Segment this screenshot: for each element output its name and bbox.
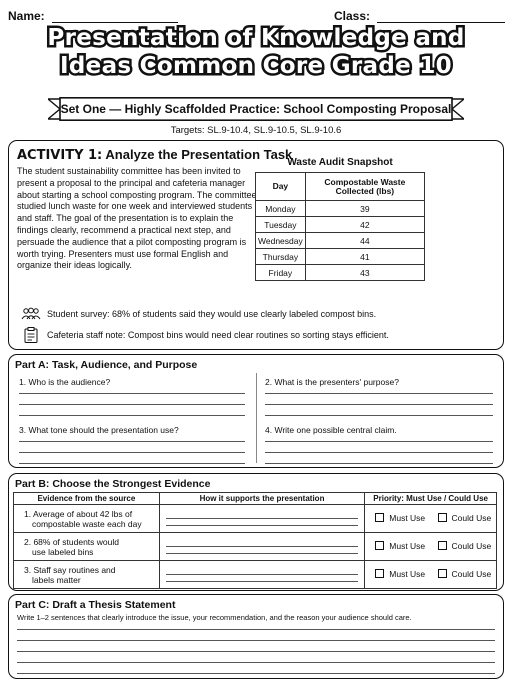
value-cell: 39 bbox=[305, 201, 424, 217]
must-use-label: Must Use bbox=[389, 568, 426, 579]
must-use-label: Must Use bbox=[389, 540, 426, 551]
day-cell: Wednesday bbox=[256, 233, 306, 249]
question-4: 4. Write one possible central claim. bbox=[265, 425, 397, 435]
evidence-cell bbox=[14, 533, 160, 561]
table-row bbox=[14, 561, 497, 589]
priority-cell bbox=[365, 533, 497, 561]
evidence-cell bbox=[14, 505, 160, 533]
part-a-title: Part A: Task, Audience, and Purpose bbox=[15, 359, 198, 371]
survey-note bbox=[21, 307, 376, 321]
part-a-box bbox=[8, 354, 504, 468]
could-use-checkbox[interactable] bbox=[438, 569, 492, 579]
could-use-label: Could Use bbox=[451, 568, 492, 579]
answer-lines-4[interactable] bbox=[265, 431, 493, 464]
table-row bbox=[256, 249, 425, 265]
activity-1-passage: The student sustainability committee has been invited to present a proposal to the principal and cafeteria manager about starting a school composting program. The committee studied lunch waste for one week and interviewed students and staff. The goal of the presentation is to explain the findings clearly, recommend a practical next step, and persuade the audience that a pilot composting program is worth trying. Presenters must use formal English and organize their ideas logically. bbox=[17, 166, 257, 271]
evidence-header-priority: Priority: Must Use / Could Use bbox=[365, 493, 497, 505]
evidence-line: 1. Average of about 42 lbs of bbox=[24, 508, 133, 519]
waste-header-day: Day bbox=[256, 173, 306, 201]
table-row bbox=[256, 217, 425, 233]
evidence-line: 3. Staff say routines and bbox=[24, 564, 116, 575]
set-banner bbox=[48, 97, 464, 121]
part-c-title: Part C: Draft a Thesis Statement bbox=[15, 599, 176, 611]
name-line[interactable] bbox=[52, 11, 178, 23]
support-cell[interactable] bbox=[159, 533, 365, 561]
part-c-box bbox=[8, 594, 504, 679]
must-use-checkbox[interactable] bbox=[375, 513, 425, 523]
evidence-line: labels matter bbox=[32, 574, 81, 585]
could-use-checkbox[interactable] bbox=[438, 513, 492, 523]
class-field[interactable] bbox=[334, 9, 505, 23]
must-use-checkbox[interactable] bbox=[375, 541, 425, 551]
could-use-label: Could Use bbox=[451, 512, 492, 523]
evidence-header-support: How it supports the presentation bbox=[159, 493, 365, 505]
could-use-label: Could Use bbox=[451, 540, 492, 551]
class-line[interactable] bbox=[377, 11, 505, 23]
part-b-title: Part B: Choose the Strongest Evidence bbox=[15, 478, 211, 490]
must-use-label: Must Use bbox=[389, 512, 426, 523]
table-row bbox=[256, 201, 425, 217]
support-cell[interactable] bbox=[159, 561, 365, 589]
value-cell: 43 bbox=[305, 265, 424, 281]
day-cell: Thursday bbox=[256, 249, 306, 265]
waste-audit-table bbox=[255, 172, 425, 281]
title-line-1: Presentation of Knowledge and bbox=[47, 25, 465, 51]
evidence-line: 2. 68% of students would bbox=[24, 536, 119, 547]
page-title bbox=[0, 24, 512, 80]
evidence-cell bbox=[14, 561, 160, 589]
answer-lines-2[interactable] bbox=[265, 383, 493, 416]
answer-lines-3[interactable] bbox=[19, 431, 245, 464]
must-use-checkbox[interactable] bbox=[375, 569, 425, 579]
day-cell: Tuesday bbox=[256, 217, 306, 233]
name-field[interactable] bbox=[8, 9, 178, 23]
answer-lines-1[interactable] bbox=[19, 383, 245, 416]
activity-1-box bbox=[8, 140, 504, 350]
could-use-checkbox[interactable] bbox=[438, 541, 492, 551]
clipboard-icon bbox=[21, 327, 41, 343]
activity-1-label: ACTIVITY 1: bbox=[17, 148, 103, 163]
table-row bbox=[14, 505, 497, 533]
part-c-instructions: Write 1–2 sentences that clearly introduce the issue, your recommendation, and the reason your audience should care. bbox=[17, 613, 412, 622]
priority-cell bbox=[365, 505, 497, 533]
table-row bbox=[14, 533, 497, 561]
thesis-answer-lines[interactable] bbox=[17, 619, 495, 674]
staff-note-text: Cafeteria staff note: Compost bins would need clear routines so sorting stays efficient. bbox=[47, 330, 389, 340]
targets-text: Targets: SL.9-10.4, SL.9-10.5, SL.9-10.6 bbox=[170, 125, 342, 136]
support-cell[interactable] bbox=[159, 505, 365, 533]
title-line-2: Ideas Common Core Grade 10 bbox=[60, 53, 452, 79]
evidence-header-source: Evidence from the source bbox=[14, 493, 160, 505]
people-icon bbox=[21, 307, 41, 321]
question-2: 2. What is the presenters' purpose? bbox=[265, 377, 399, 387]
evidence-line: use labeled bins bbox=[32, 546, 94, 557]
table-row bbox=[256, 233, 425, 249]
staff-note bbox=[21, 327, 389, 343]
priority-cell bbox=[365, 561, 497, 589]
activity-1-heading: Analyze the Presentation Task bbox=[105, 147, 293, 162]
evidence-table bbox=[13, 492, 497, 589]
value-cell: 44 bbox=[305, 233, 424, 249]
part-b-box bbox=[8, 473, 504, 591]
value-cell: 42 bbox=[305, 217, 424, 233]
banner-text: Set One — Highly Scaffolded Practice: School Composting Proposal bbox=[60, 102, 452, 116]
class-label: Class: bbox=[334, 9, 371, 23]
waste-header-value: Compostable Waste Collected (lbs) bbox=[305, 173, 424, 201]
part-a-divider bbox=[256, 373, 257, 463]
day-cell: Monday bbox=[256, 201, 306, 217]
survey-note-text: Student survey: 68% of students said they would use clearly labeled compost bins. bbox=[47, 309, 377, 319]
name-label: Name: bbox=[8, 9, 45, 23]
activity-1-title bbox=[17, 147, 292, 163]
waste-table-title: Waste Audit Snapshot bbox=[287, 157, 393, 168]
day-cell: Friday bbox=[256, 265, 306, 281]
evidence-line: compostable waste each day bbox=[32, 518, 142, 529]
value-cell: 41 bbox=[305, 249, 424, 265]
question-1: 1. Who is the audience? bbox=[19, 377, 111, 387]
table-row bbox=[256, 265, 425, 281]
question-3: 3. What tone should the presentation use? bbox=[19, 425, 179, 435]
